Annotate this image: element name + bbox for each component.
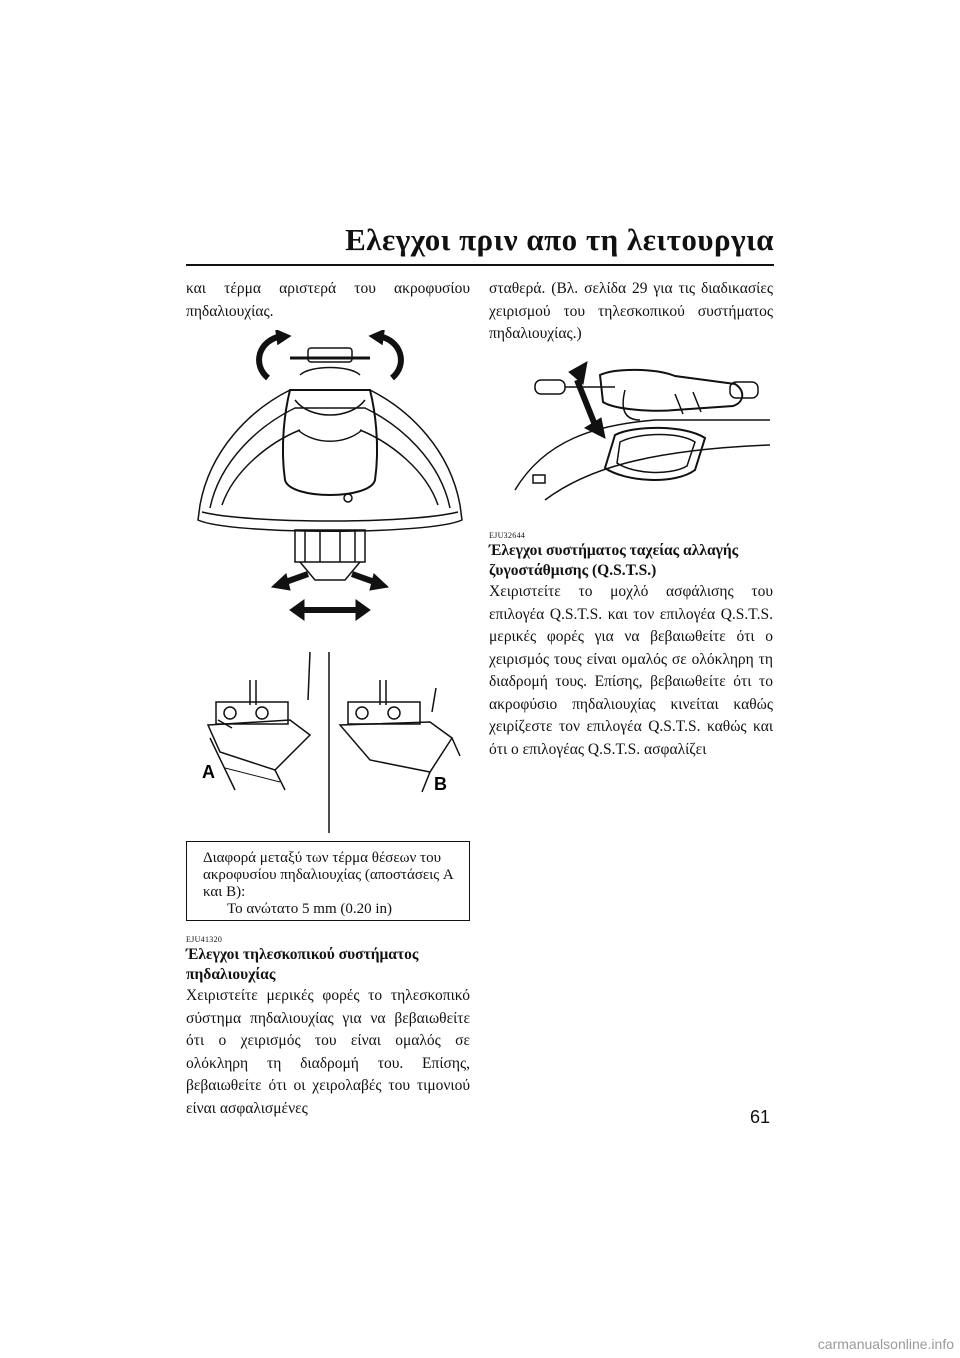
header-divider bbox=[186, 264, 774, 266]
label-b: B bbox=[434, 774, 447, 794]
spec-text: Διαφορά μεταξύ των τέρμα θέσεων του ακροφυσίου πηδαλιουχίας (αποστάσεις A και B): bbox=[203, 850, 453, 900]
section-body: Χειριστείτε το μοχλό ασφάλισης του επιλογέα Q.S.T.S. και τον επιλογέα Q.S.T.S. μερικές φορές για να βεβαιωθείτε ότι ο χειρισμός τους είναι ομαλός σε ολόκληρη τη διαδρομή τους. Επίσης, βεβαιωθείτε ότι το ακροφύσιο πηδαλιουχίας κινείται καθώς χειρίζεστε τον επιλογέα Q.S.T.S. καθώς και ότι ο επιλογέας Q.S.T.S. ασφαλίζει bbox=[489, 583, 773, 758]
handlebar-telescopic-illustration bbox=[505, 350, 775, 510]
left-intro-text: και τέρμα αριστερά του ακροφυσίου πηδαλιουχίας. bbox=[186, 280, 470, 320]
watermark: carmanualsonline.info bbox=[817, 1336, 954, 1352]
section-code: EJU32644 bbox=[489, 531, 526, 540]
watercraft-steering-illustration bbox=[190, 330, 470, 630]
qsts-section bbox=[489, 531, 773, 761]
section-code: EJU41320 bbox=[186, 935, 223, 944]
spec-value: Το ανώτατο 5 mm (0.20 in) bbox=[227, 901, 393, 917]
section-body: Χειριστείτε μερικές φορές το τηλεσκοπικό σύστημα πηδαλιουχίας για να βεβαιωθείτε ότι ο χειρισμός του είναι ομαλός σε ολόκληρη τη διαδρομή του. Επίσης, βεβαιωθείτε ότι οι χειρολαβές του τιμονιού είναι ασφαλισμένες bbox=[186, 987, 470, 1117]
right-intro-text: σταθερά. (Βλ. σελίδα 29 για τις διαδικασίες χειρισμού του τηλεσκοπικού συστήματος πηδαλιουχίας.) bbox=[489, 280, 773, 342]
page-title: Ελεγχοι πριν απο τη λειτουργια bbox=[345, 222, 774, 257]
section-title: Έλεγχοι συστήματος ταχείας αλλαγής ζυγοστάθμισης (Q.S.T.S.) bbox=[489, 542, 739, 579]
label-a: A bbox=[202, 762, 215, 782]
right-intro bbox=[489, 278, 773, 346]
telescopic-section bbox=[186, 935, 470, 1120]
section-title: Έλεγχοι τηλεσκοπικού συστήματος πηδαλιουχίας bbox=[186, 946, 419, 983]
specification-box bbox=[186, 841, 470, 921]
nozzle-distance-illustration bbox=[190, 650, 470, 835]
page-number: 61 bbox=[749, 1107, 770, 1127]
left-intro bbox=[186, 278, 470, 323]
